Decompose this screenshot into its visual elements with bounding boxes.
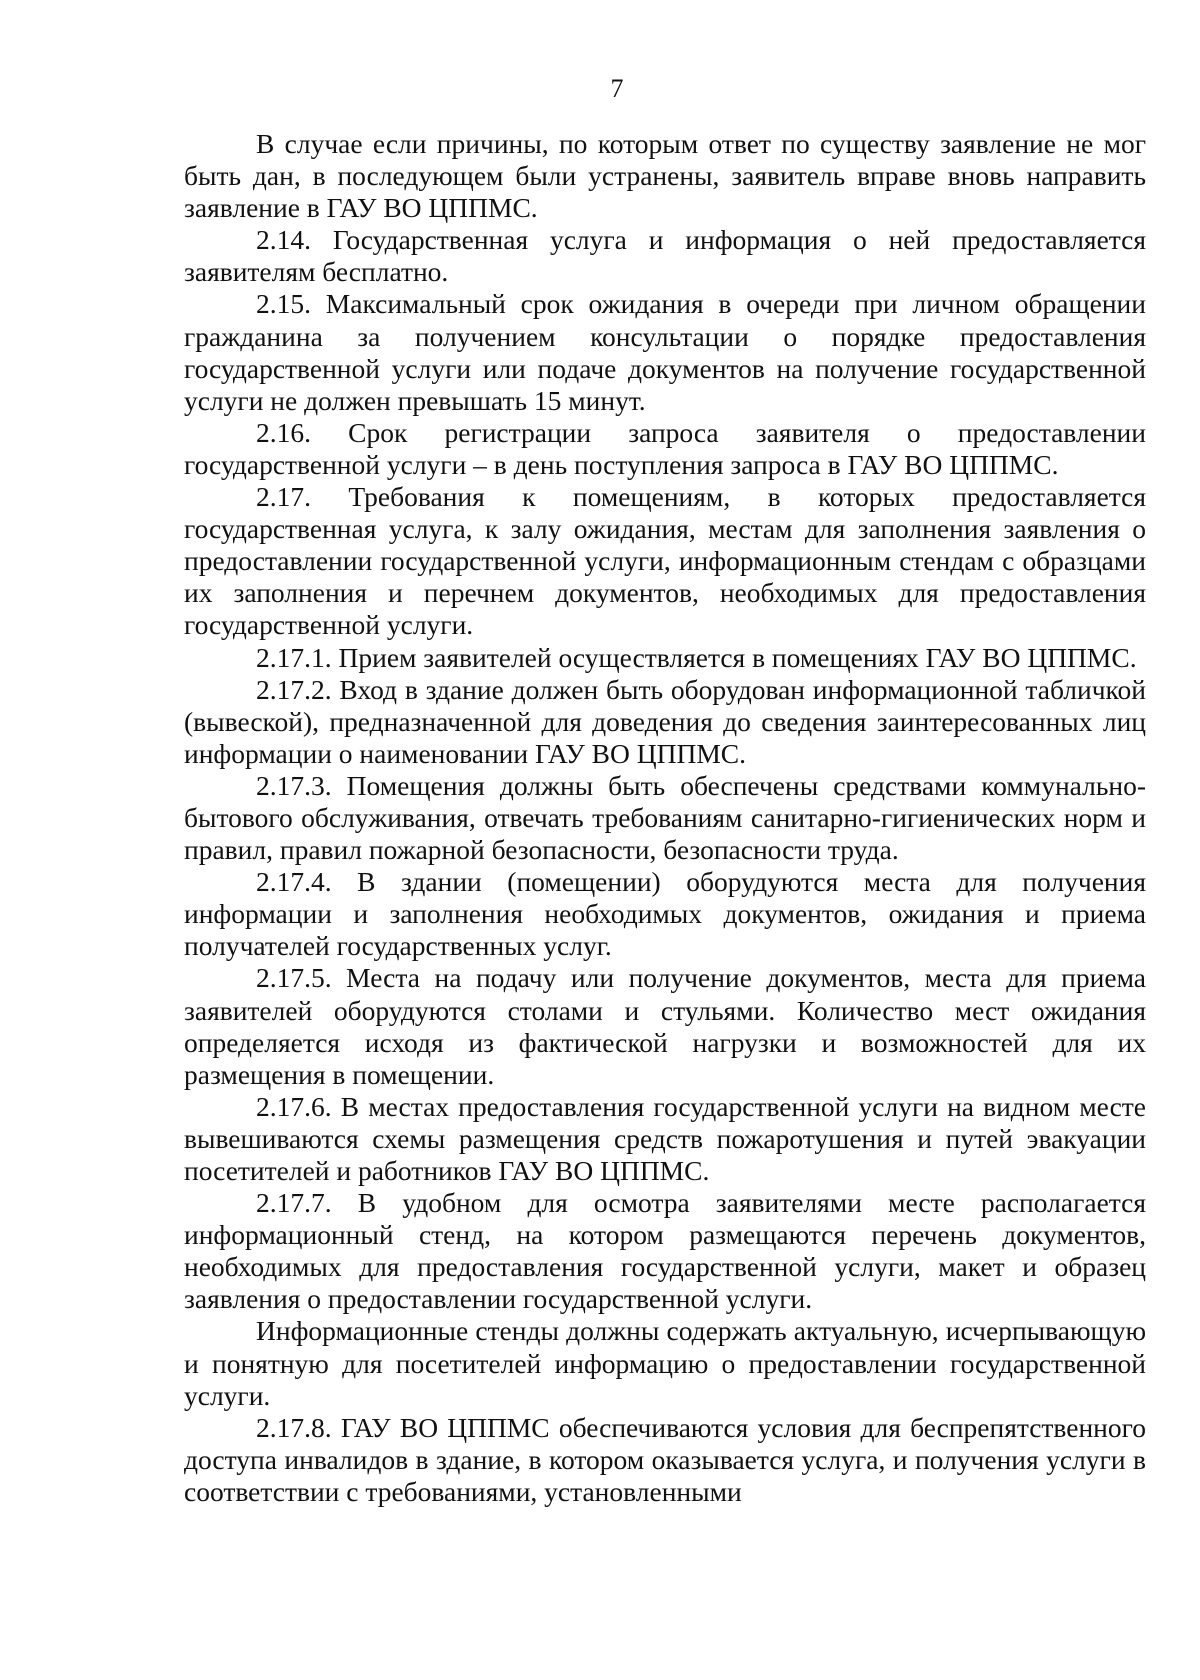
page-number: 7: [610, 74, 624, 103]
paragraph-appeal-resubmission: В случае если причины, по которым ответ по существу заявление не мог быть дан, в последующем были устранены, заявитель вправе вновь направить заявление в ГАУ ВО ЦППМС.: [184, 128, 1146, 224]
paragraph-2-17-1: 2.17.1. Прием заявителей осуществляется в помещениях ГАУ ВО ЦППМС.: [256, 641, 1137, 673]
document-body: [184, 128, 1146, 1508]
paragraph-2-17-8: 2.17.8. ГАУ ВО ЦППМС обеспечиваются условия для беспрепятственного доступа инвалидов в здание, в котором оказывается услуга, и получения услуги в соответствии с требованиями, установленными: [184, 1411, 1146, 1507]
paragraph-2-17-2: 2.17.2. Вход в здание должен быть оборудован информационной табличкой (вывеской), предназначенной для доведения до сведения заинтересованных лиц информации о наименовании ГАУ ВО ЦППМС.: [184, 673, 1146, 769]
paragraph-2-17-5: 2.17.5. Места на подачу или получение документов, места для приема заявителей оборудуются столами и стульями. Количество мест ожидания определяется исходя из фактической нагрузки и возможностей для их размещения в помещении.: [184, 962, 1146, 1090]
paragraph-2-17-3: 2.17.3. Помещения должны быть обеспечены средствами коммунально-бытового обслуживания, отвечать требованиям санитарно-гигиенических норм и правил, правил пожарной безопасности, безопасности труда.: [184, 769, 1146, 866]
paragraph-info-stands: Информационные стенды должны содержать актуальную, исчерпывающую и понятную для посетителей информацию о предоставлении государственной услуги.: [184, 1315, 1146, 1411]
paragraph-2-17: 2.17. Требования к помещениям, в которых предоставляется государственная услуга, к залу ожидания, местам для заполнения заявления о предоставлении государственной услуги, информационным стендам с образцами их заполнения и перечнем документов, необходимых для предоставления государственной услуги.: [184, 481, 1146, 641]
paragraph-2-14: 2.14. Государственная услуга и информация о ней предоставляется заявителям бесплатно.: [184, 224, 1146, 288]
paragraph-2-17-6: 2.17.6. В местах предоставления государственной услуги на видном месте вывешиваются схемы размещения средств пожаротушения и путей эвакуации посетителей и работников ГАУ ВО ЦППМС.: [184, 1090, 1146, 1186]
paragraph-2-16: 2.16. Срок регистрации запроса заявителя о предоставлении государственной услуги – в день поступления запроса в ГАУ ВО ЦППМС.: [184, 416, 1146, 480]
paragraph-2-15: 2.15. Максимальный срок ожидания в очереди при личном обращении гражданина за получением консультации о порядке предоставления государственной услуги или подаче документов на получение государственной услуги не должен превышать 15 минут.: [184, 288, 1146, 416]
paragraph-2-17-4: 2.17.4. В здании (помещении) оборудуются места для получения информации и заполнения необходимых документов, ожидания и приема получателей государственных услуг.: [184, 866, 1146, 962]
paragraph-2-17-7: 2.17.7. В удобном для осмотра заявителями месте располагается информационный стенд, на котором размещаются перечень документов, необходимых для предоставления государственной услуги, макет и образец заявления о предоставлении государственной услуги.: [184, 1187, 1146, 1315]
